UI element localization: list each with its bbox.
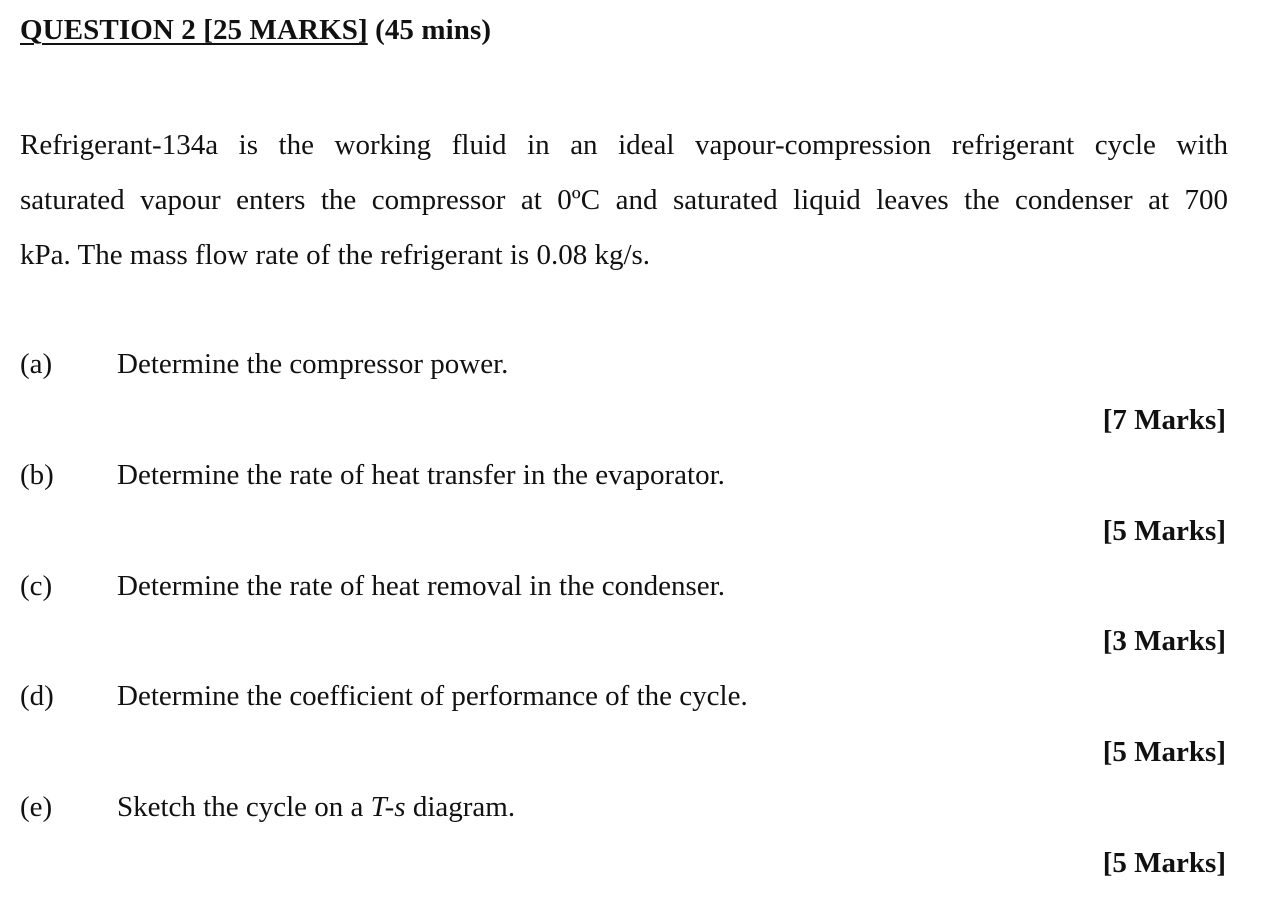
part-d-text: Determine the coefficient of performance of the cycle. — [117, 680, 748, 712]
question-heading — [20, 14, 491, 47]
part-a-marks: [7 Marks] — [1102, 404, 1226, 436]
part-d-letter: (d) — [20, 680, 54, 712]
intro-line-2: saturated vapour enters the compressor at 0ºC and saturated liquid leaves the condenser at 700 — [20, 184, 1228, 216]
part-a-text: Determine the compressor power. — [117, 348, 509, 380]
part-c-marks: [3 Marks] — [1102, 625, 1226, 657]
question-heading-title: QUESTION 2 [25 MARKS] — [20, 14, 368, 46]
part-e-letter: (e) — [20, 791, 53, 823]
part-e-text-italic: T-s — [370, 791, 406, 823]
part-b-marks: [5 Marks] — [1102, 515, 1226, 547]
part-e-text — [117, 791, 515, 824]
part-e-marks: [5 Marks] — [1102, 847, 1226, 879]
intro-line-3: kPa. The mass flow rate of the refrigerant is 0.08 kg/s. — [20, 239, 651, 271]
question-heading-duration: (45 mins) — [367, 14, 492, 46]
part-d-marks: [5 Marks] — [1102, 736, 1226, 768]
intro-line-1: Refrigerant-134a is the working fluid in an ideal vapour-compression refrigerant cycle with — [20, 129, 1228, 161]
part-e-text-before: Sketch the cycle on a — [117, 791, 371, 823]
part-c-letter: (c) — [20, 570, 53, 602]
part-e-text-after: diagram. — [405, 791, 516, 823]
part-c-text: Determine the rate of heat removal in the condenser. — [117, 570, 725, 602]
part-b-letter: (b) — [20, 459, 54, 491]
part-b-text: Determine the rate of heat transfer in the evaporator. — [117, 459, 725, 491]
part-a-letter: (a) — [20, 348, 53, 380]
